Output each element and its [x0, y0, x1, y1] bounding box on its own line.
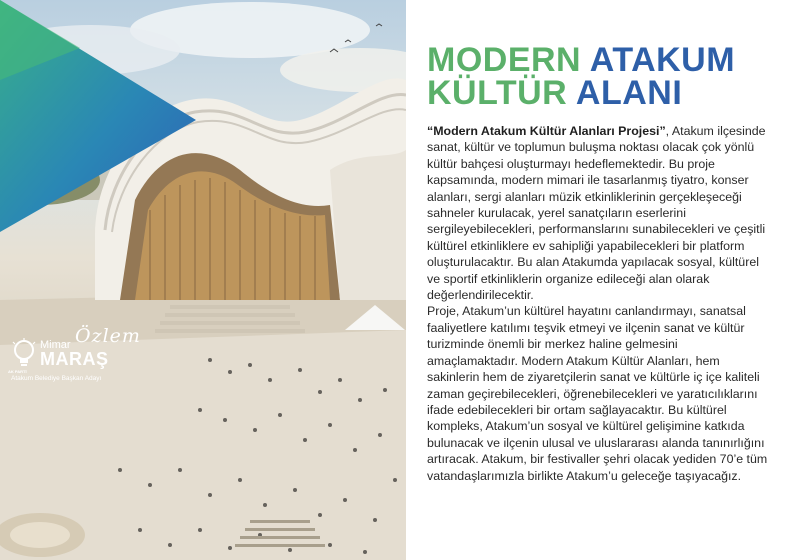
- candidate-surname: MARAŞ: [40, 349, 109, 369]
- candidate-title: Mimar: [40, 339, 71, 351]
- article-body: [427, 123, 769, 484]
- party-lightbulb-logo-icon: [10, 338, 38, 368]
- title-atakum: ATAKUM: [589, 41, 736, 79]
- paragraph-1-text: , Atakum ilçesinde sanat, kültür ve toplumun buluşma noktası olacak çok yönlü kültür bahçesi oluşturmayı hedeflemektedir. Bu proje kapsamında, modern mimari ile tasarlanmış tiyatro, konser alanları, sergi alanları müzik etkinliklerinin gerçekleşeceği sahneler kurulacak, yerel sanatçıların eserlerini sergileyebilecekleri, performanslarını sunabilecekleri ve çeşitli kültürel etkinliklere ev sahipliği yapabilecekleri bir platform oluşturulacaktır. Bu alan Atakumda yapılacak sosyal, kültürel ve sportif etkinliklerin organize edileceği alan olarak değerlendirilecektir.: [427, 124, 766, 303]
- paragraph-2: Proje, Atakum’un kültürel hayatını canlandırmayı, sanatsal faaliyetlere katılımı teşvik etmeyi ve ilçenin sanat ve kültür turizminde önemli bir merkez haline gelmesini amaçlamaktadır. Modern Atakum Kültür Alanları, hem sakinlerin hem de ziyaretçilerin sanat ve kültürle iç içe kaliteli zaman geçirebilecekleri, öğrenebilecekleri ve yaratıcılıklarını ifade edebilecekleri bir ortam sağlayacaktır. Bu kültürel kompleks, Atakum’un sosyal ve kültürel gelişimine katkıda bulunacak ve ilçenin ulusal ve uluslararası alanda tanınırlığını artıracak. Atakum, bir festivaller şehri olacak yediden 70’e tüm vatandaşlarımızla birlikte Atakum’u geleceğe taşıyacağız.: [427, 304, 768, 483]
- project-name-lead: “Modern Atakum Kültür Alanları Projesi”: [427, 124, 666, 138]
- page-title: [427, 41, 767, 112]
- paragraph-1: [427, 123, 769, 303]
- campaign-badge-shape: [0, 0, 200, 232]
- title-line-2: [427, 74, 767, 112]
- party-logo-text: AK PARTİ: [8, 369, 27, 374]
- candidate-role: Atakum Belediye Başkan Adayı: [11, 375, 102, 382]
- title-line-1: [427, 41, 767, 79]
- candidate-first-name: Özlem: [75, 325, 141, 347]
- title-modern: MODERN: [427, 41, 590, 79]
- title-alani: ALANI: [575, 74, 683, 112]
- title-kultur: KÜLTÜR: [427, 74, 576, 112]
